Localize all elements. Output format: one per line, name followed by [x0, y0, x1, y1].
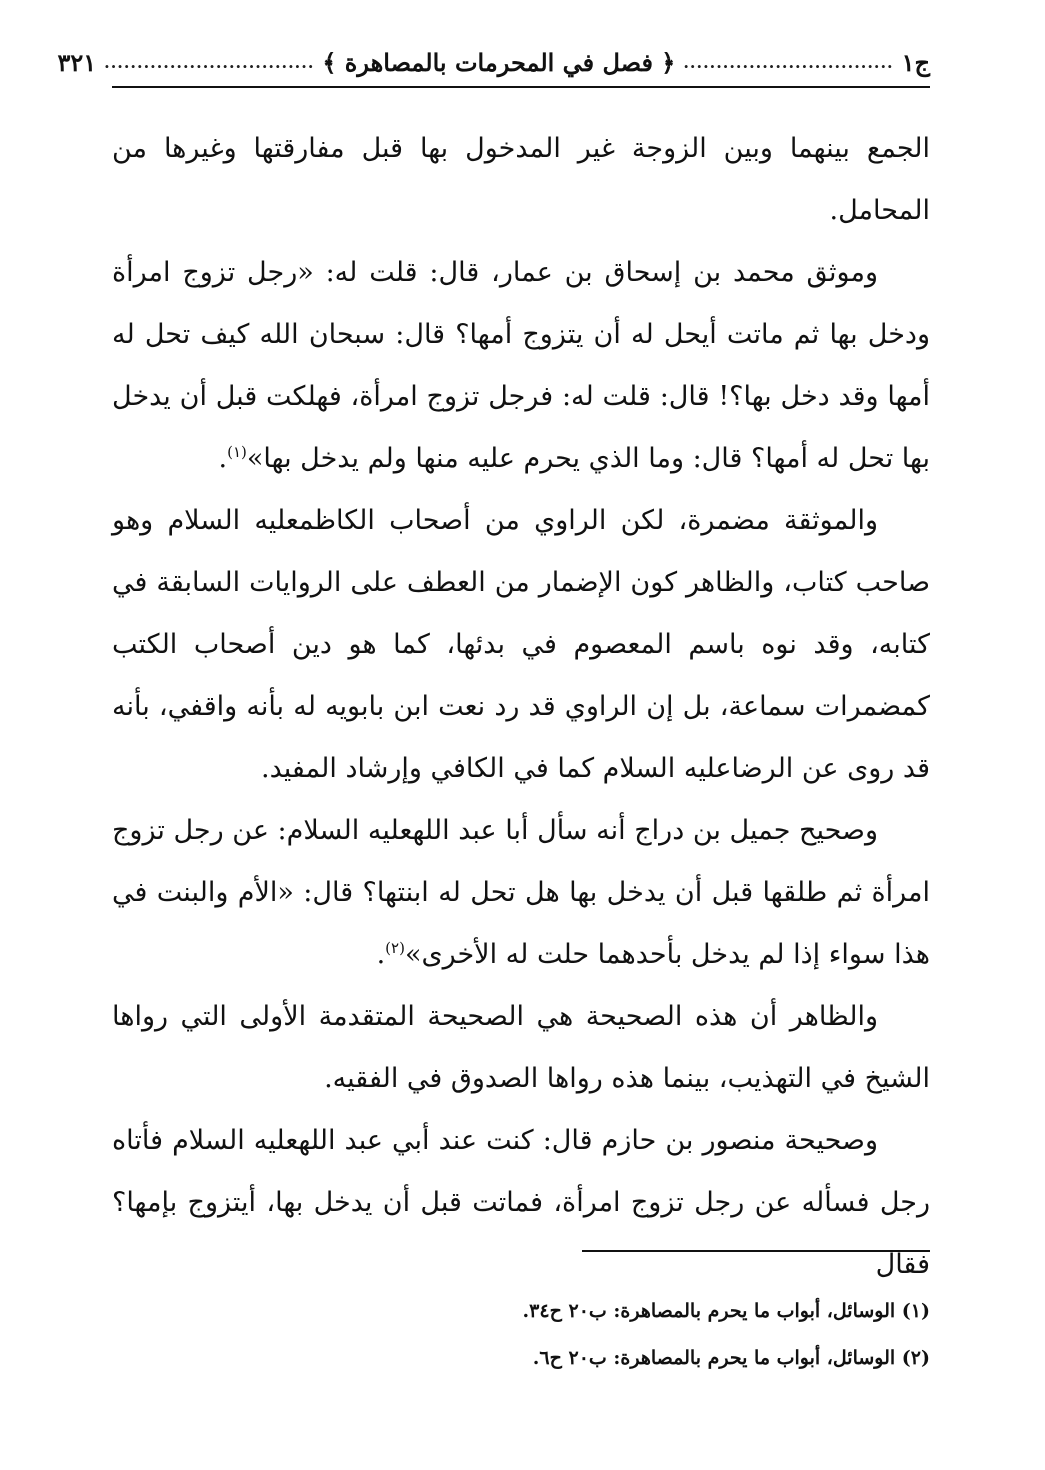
- paragraph: الجمع بينهما وبين الزوجة غير المدخول بها قبل مفارقتها وغيرها من المحامل.: [112, 133, 930, 226]
- footnote-item: (٢) الوسائل، أبواب ما يحرم بالمصاهرة: ب٢٠ ح٦.: [532, 1347, 930, 1369]
- footnote-reference[interactable]: (١): [227, 443, 247, 461]
- volume-label: ج١: [901, 47, 930, 77]
- paragraph: وصحيحة منصور بن حازم قال: كنت عند أبي عبد اللهعليه السلام فأتاه رجل فسأله عن رجل تزوج امرأة، فماتت قبل أن يدخل بها، أيتزوج بإمها؟ فقال: [112, 1125, 930, 1280]
- paragraph: والظاهر أن هذه الصحيحة هي الصحيحة المتقدمة الأولى التي رواها الشيخ في التهذيب، بينما هذه رواها الصدوق في الفقيه.: [112, 1001, 930, 1094]
- paragraph-text: وصحيح جميل بن دراج أنه سأل أبا عبد اللهعليه السلام: عن رجل تزوج امرأة ثم طلقها قبل أن يدخل بها هل تحل له ابنتها؟ قال: «الأم والبنت في هذا سواء إذا لم يدخل بأحدهما حلت له الأخرى»: [112, 815, 930, 970]
- paragraph: والموثقة مضمرة، لكن الراوي من أصحاب الكاظمعليه السلام وهو صاحب كتاب، والظاهر كون الإضمار من العطف على الروايات السابقة في كتابه، وقد نوه باسم المعصوم في بدئها، كما هو دين أصحاب الكتب كمضمرات سماعة، بل إن الراوي قد رد نعت ابن بابويه له بأنه واقفي، بأنه قد روى عن الرضاعليه السلام كما في الكافي وإرشاد المفيد.: [112, 505, 930, 784]
- sentence-period: .: [218, 443, 228, 474]
- header-leader-dots: ................................: [104, 52, 315, 72]
- header-divider: [112, 86, 930, 88]
- footnote-item: (١) الوسائل، أبواب ما يحرم بالمصاهرة: ب٢٠ ح٣٤.: [522, 1300, 930, 1322]
- footnote-divider: [582, 1250, 930, 1252]
- paragraph: [112, 242, 930, 490]
- paragraph: [112, 800, 930, 986]
- main-text: [112, 118, 930, 1296]
- chapter-title: ﴿ فصل في المحرمات بالمصاهرة ﴾: [322, 47, 676, 77]
- running-header: [57, 38, 930, 86]
- page-number: ٣٢١: [57, 47, 97, 77]
- footnotes: [112, 1288, 930, 1382]
- sentence-period: .: [376, 939, 386, 970]
- header-leader-dots: ................................: [683, 52, 894, 72]
- footnote-reference[interactable]: (٢): [385, 939, 405, 957]
- paragraph-text: وموثق محمد بن إسحاق بن عمار، قال: قلت له: «رجل تزوج امرأة ودخل بها ثم ماتت أيحل له أن يتزوج أمها؟ قال: سبحان الله كيف تحل له أمها وقد دخل بها؟! قال: قلت له: فرجل تزوج امرأة، فهلكت قبل أن يدخل بها تحل له أمها؟ قال: وما الذي يحرم عليه منها ولم يدخل بها»: [112, 257, 930, 474]
